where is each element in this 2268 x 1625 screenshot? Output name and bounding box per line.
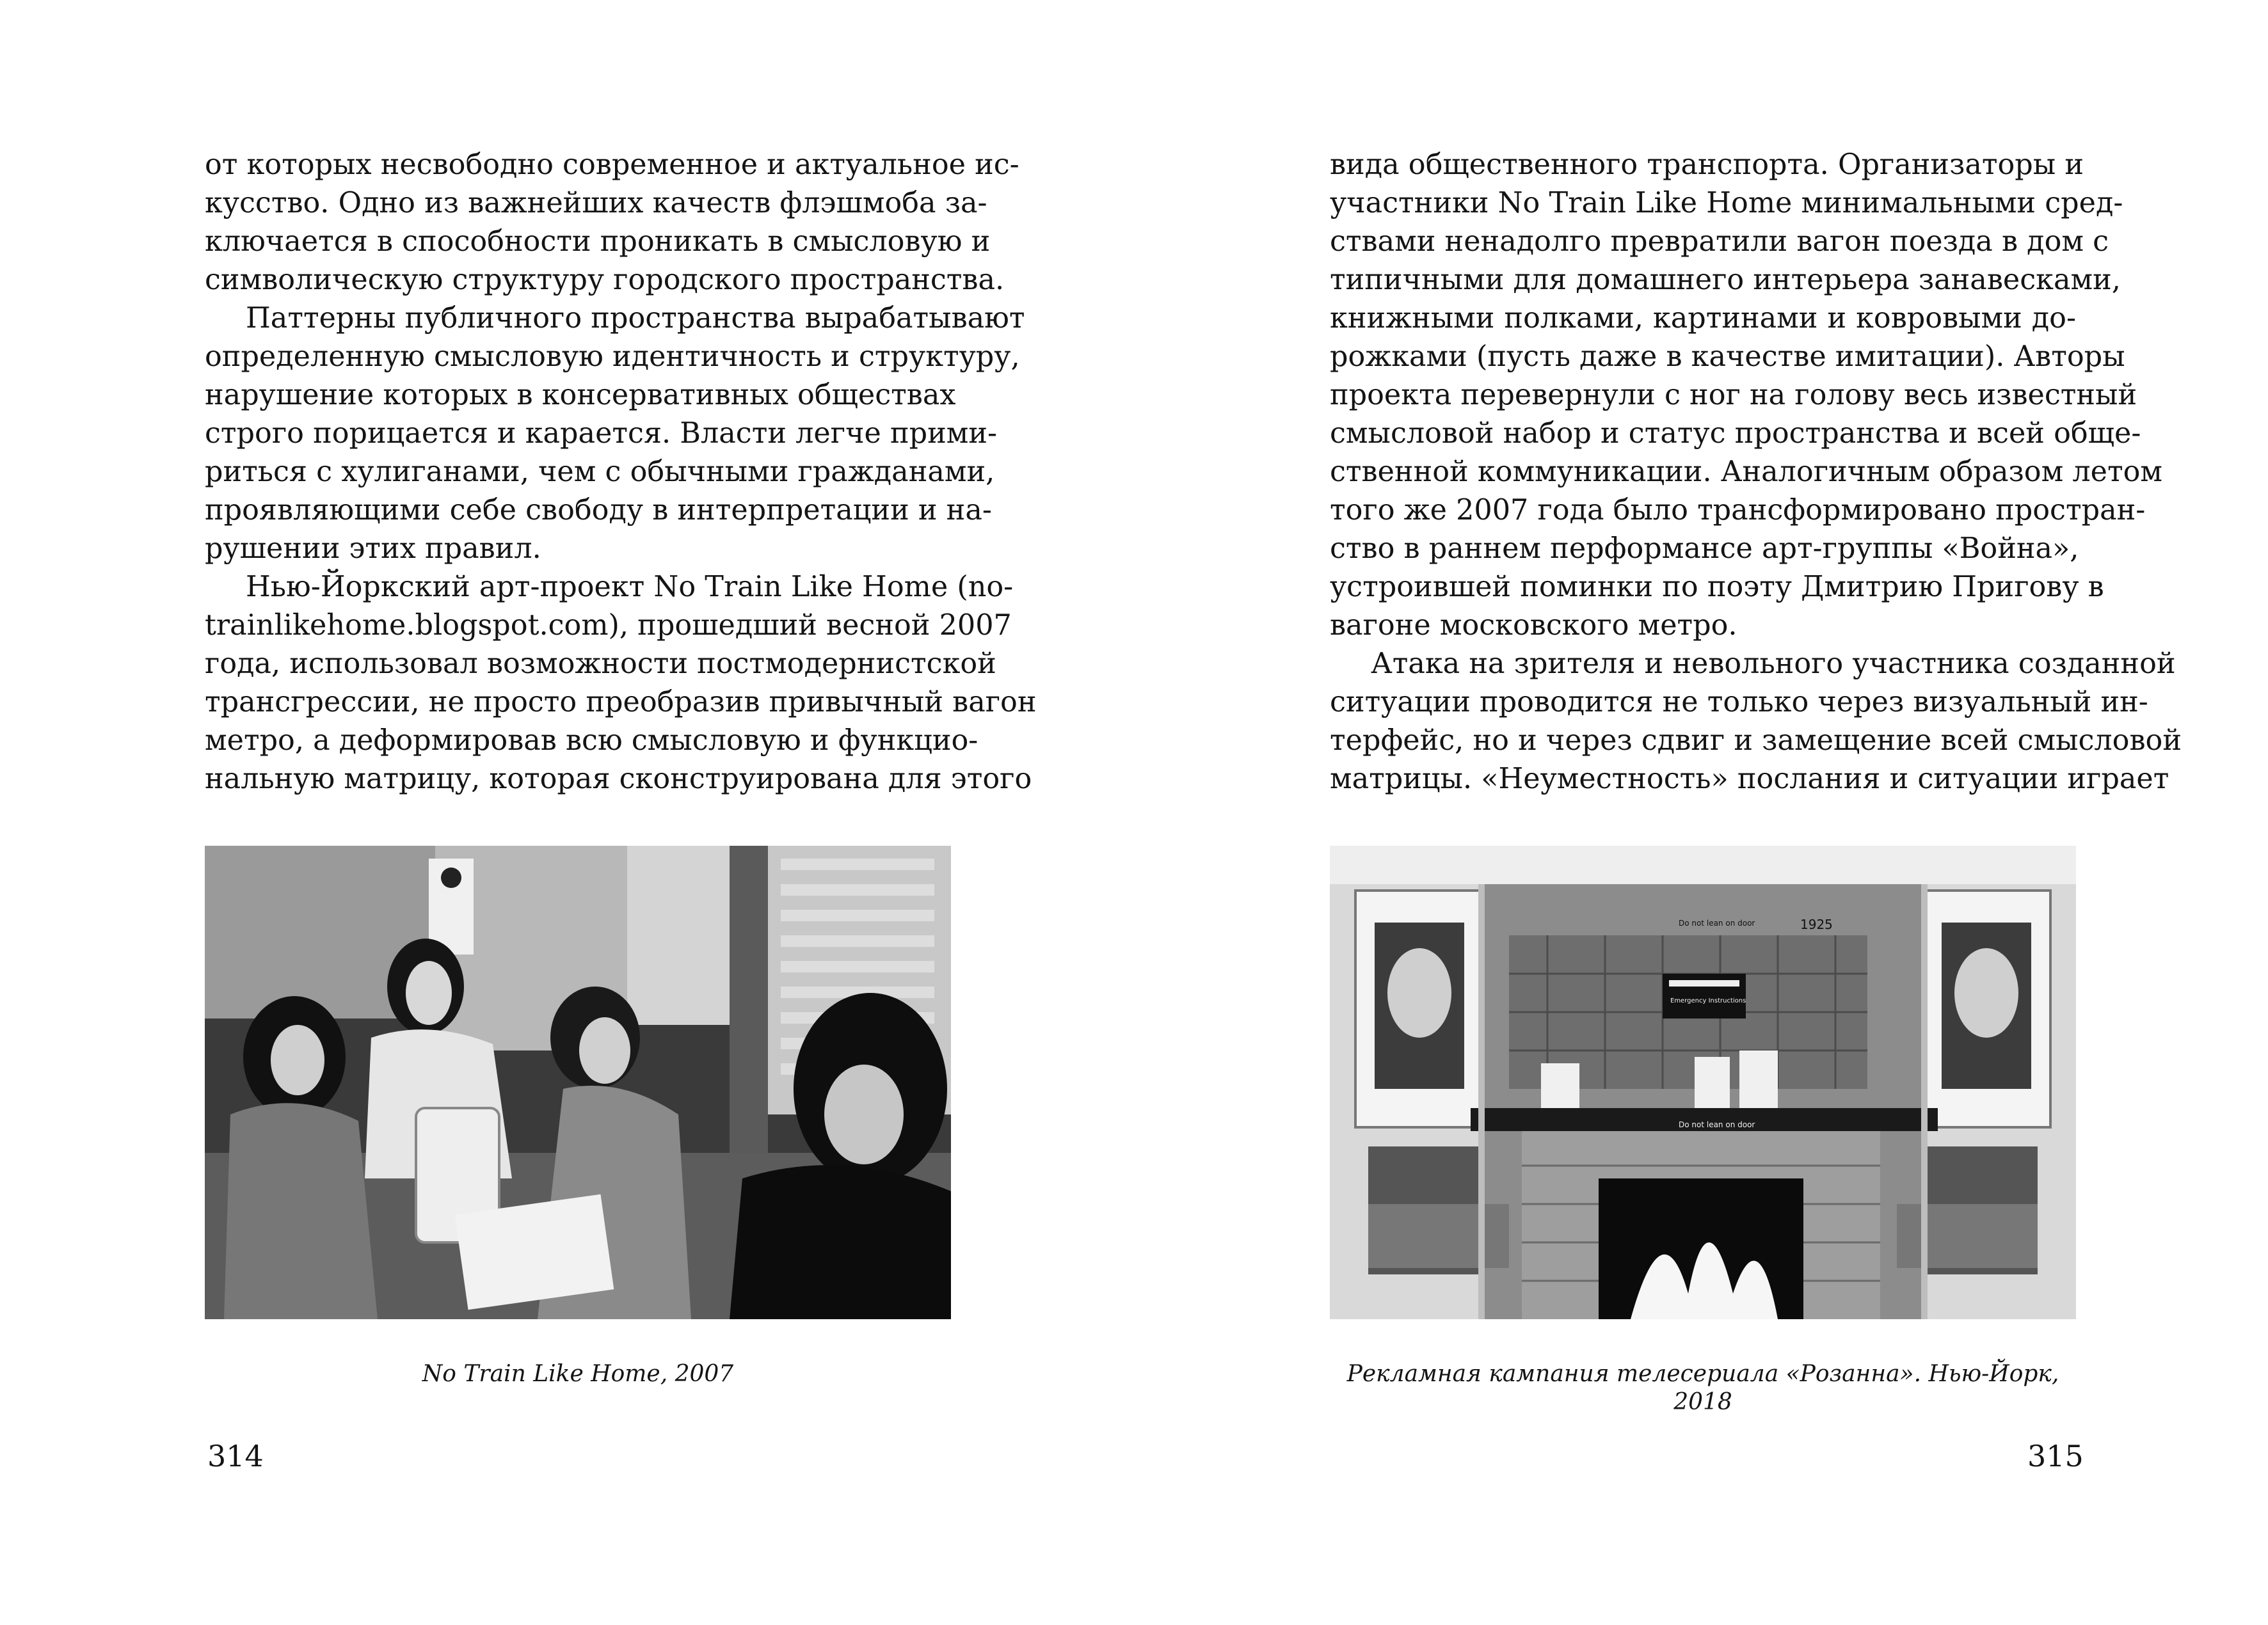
- page-number: 314: [207, 1439, 264, 1473]
- right-page: [1134, 0, 2268, 1625]
- text-line: ствами ненадолго превратили вагон поезда в дом с: [1330, 225, 2109, 258]
- text-line: ственной коммуникации. Аналогичным образом летом: [1330, 456, 2162, 488]
- text-line: Нью-Йоркский арт-проект No Train Like Home (no-: [246, 571, 1014, 603]
- text-line: от которых несвободно современное и актуальное ис-: [205, 148, 1019, 181]
- text-line: риться с хулиганами, чем с обычными гражданами,: [205, 456, 995, 488]
- door-sign-top: Do not lean on door: [1679, 919, 1755, 928]
- emergency-sign: Emergency Instructions: [1670, 997, 1746, 1004]
- text-line: нарушение которых в консервативных обществах: [205, 379, 956, 411]
- photo-caption: Рекламная кампания телесериала «Розанна». Нью-Йорк, 2018: [1346, 1361, 2059, 1415]
- text-line: книжными полками, картинами и ковровыми до-: [1330, 302, 2076, 335]
- text-line: устроившей поминки по поэту Дмитрию Пригову в: [1330, 571, 2104, 603]
- text-line: типичными для домашнего интерьера занавесками,: [1330, 264, 2121, 296]
- right-body-text: [1330, 146, 2182, 798]
- text-line: ситуации проводится не только через визуальный ин-: [1330, 686, 2148, 718]
- text-line: того же 2007 года было трансформировано простран-: [1330, 494, 2146, 527]
- text-line: рушении этих правил.: [205, 532, 541, 565]
- text-line: trainlikehome.blogspot.com), прошедший весной 2007: [205, 609, 1012, 642]
- text-line: Атака на зрителя и невольного участника созданной: [1371, 647, 2176, 680]
- text-line: Паттерны публичного пространства вырабатывают: [246, 302, 1025, 335]
- left-body-text: [205, 146, 1037, 798]
- text-line: года, использовал возможности постмодернистской: [205, 647, 996, 680]
- text-line: ство в раннем перформансе арт-группы «Война»,: [1330, 532, 2079, 565]
- photo-caption: No Train Like Home, 2007: [422, 1361, 734, 1387]
- car-number: 1925: [1800, 917, 1833, 932]
- text-line: определенную смысловую идентичность и структуру,: [205, 340, 1020, 373]
- subway-passengers-photo: [205, 846, 951, 1319]
- text-line: проявляющими себе свободу в интерпретации и на-: [205, 494, 992, 527]
- text-line: кусство. Одно из важнейших качеств флэшмоба за-: [205, 187, 987, 219]
- text-line: трансгрессии, не просто преобразив привычный вагон: [205, 686, 1037, 718]
- text-line: вагоне московского метро.: [1330, 609, 1737, 642]
- text-line: символическую структуру городского пространства.: [205, 264, 1005, 296]
- door-sign-bottom: Do not lean on door: [1679, 1120, 1755, 1129]
- text-line: метро, а деформировав всю смысловую и функцио-: [205, 724, 978, 757]
- text-line: рожками (пусть даже в качестве имитации). Авторы: [1330, 340, 2125, 373]
- text-line: смысловой набор и статус пространства и всей обще-: [1330, 417, 2141, 450]
- text-line: ключается в способности проникать в смысловую и: [205, 225, 991, 258]
- text-line: участники No Train Like Home минимальными сред-: [1330, 187, 2123, 219]
- text-line: терфейс, но и через сдвиг и замещение всей смысловой: [1330, 724, 2182, 757]
- text-line: строго порицается и карается. Власти легче прими-: [205, 417, 998, 450]
- text-line: проекта перевернули с ног на голову весь известный: [1330, 379, 2137, 411]
- page-number: 315: [2027, 1439, 2084, 1473]
- text-line: нальную матрицу, которая сконструирована для этого: [205, 763, 1032, 795]
- text-line: матрицы. «Неуместность» послания и ситуации играет: [1330, 763, 2169, 795]
- text-line: вида общественного транспорта. Организаторы и: [1330, 148, 2084, 181]
- fireplace-subway-car-photo: [1330, 846, 2076, 1319]
